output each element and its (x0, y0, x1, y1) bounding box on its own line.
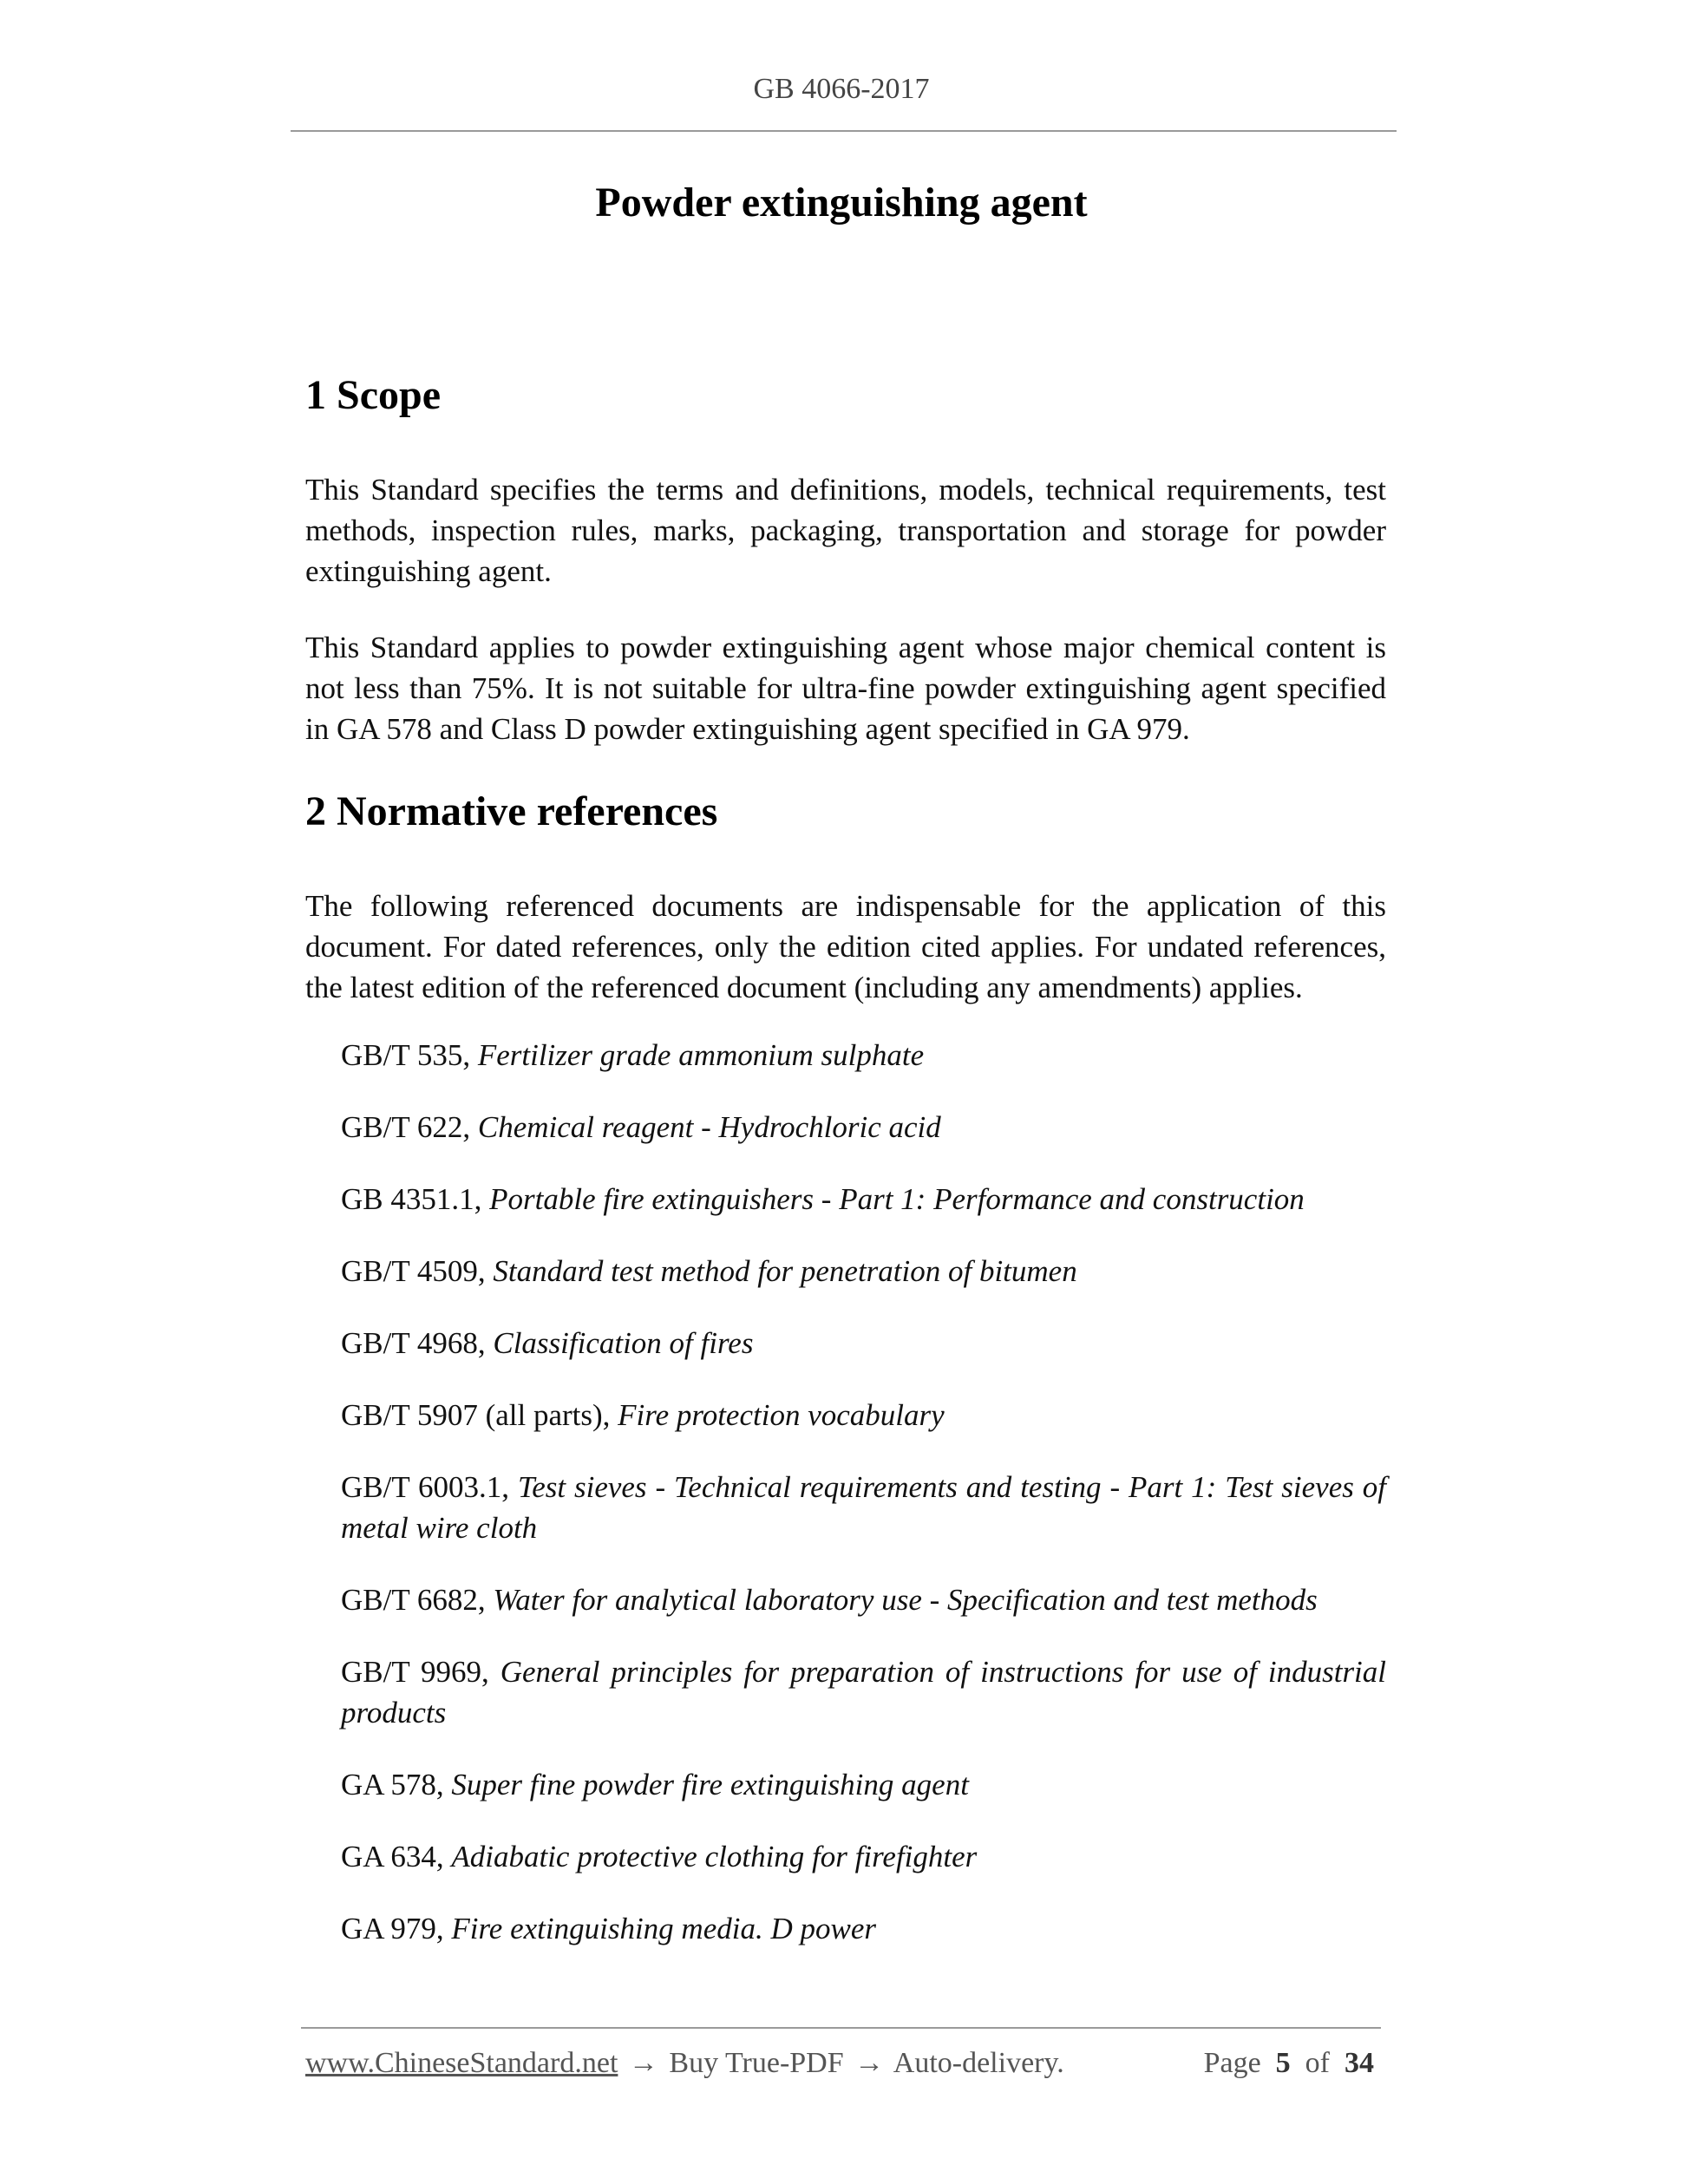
reference-title: General principles for preparation of instructions for use of industrial products (341, 1655, 1387, 1730)
header-divider (291, 130, 1397, 132)
reference-code: GB/T 6003.1, (341, 1470, 518, 1504)
page-total: 34 (1345, 2047, 1374, 2079)
section-heading-normative-references: 2 Normative references (305, 788, 718, 834)
reference-code: GB/T 622, (341, 1110, 478, 1144)
running-header: GB 4066-2017 (753, 73, 930, 105)
reference-code: GB/T 5907 (all parts), (341, 1398, 618, 1432)
arrow-right-icon: → (628, 2047, 658, 2079)
reference-item (341, 1179, 1386, 1220)
reference-item (341, 1836, 1386, 1877)
reference-title: Super fine powder fire extinguishing agent (451, 1768, 969, 1801)
footer-promo (305, 2047, 1064, 2080)
reference-code: GA 634, (341, 1840, 452, 1873)
reference-item (341, 1764, 1386, 1805)
reference-title: Portable fire extinguishers - Part 1: Performance and construction (489, 1182, 1305, 1216)
reference-title: Classification of fires (493, 1326, 754, 1360)
scope-paragraph-1: This Standard specifies the terms and definitions, models, technical requirements, test methods, inspection rules, marks, packaging, transportation and storage for powder extinguishing agent. (305, 473, 1386, 588)
reference-item (341, 1467, 1386, 1548)
references-intro-paragraph: The following referenced documents are indispensable for the application of this document. For dated references, only the edition cited applies. For undated references, the latest edition of the referenced document (including any amendments) applies. (305, 889, 1386, 1004)
reference-code: GB/T 4509, (341, 1254, 494, 1288)
reference-item (341, 1323, 1386, 1363)
reference-item (341, 1908, 1386, 1949)
reference-code: GB 4351.1, (341, 1182, 490, 1216)
reference-title: Chemical reagent - Hydrochloric acid (477, 1110, 941, 1144)
reference-title: Fire protection vocabulary (618, 1398, 945, 1432)
page-footer (305, 2047, 1381, 2085)
reference-title: Test sieves - Technical requirements and testing - Part 1: Test sieves of metal wire cloth (341, 1470, 1387, 1545)
reference-title: Fertilizer grade ammonium sulphate (477, 1038, 925, 1072)
reference-title: Fire extinguishing media. D power (451, 1912, 876, 1945)
of-label: of (1305, 2047, 1330, 2079)
reference-code: GB/T 535, (341, 1038, 478, 1072)
document-title: Powder extinguishing agent (595, 180, 1088, 226)
reference-title: Water for analytical laboratory use - Specification and test methods (493, 1583, 1318, 1617)
reference-code: GB/T 4968, (341, 1326, 494, 1360)
reference-item (341, 1035, 1386, 1076)
footer-divider (301, 2027, 1381, 2029)
reference-item (341, 1579, 1386, 1620)
site-link[interactable]: www.ChineseStandard.net (305, 2047, 618, 2079)
page-indicator (1204, 2047, 1374, 2080)
reference-item (341, 1107, 1386, 1148)
reference-code: GB/T 6682, (341, 1583, 494, 1617)
reference-item (341, 1651, 1386, 1733)
reference-code: GB/T 9969, (341, 1655, 501, 1689)
arrow-right-icon: → (854, 2047, 885, 2079)
buy-true-pdf-text: Buy True-PDF (669, 2047, 844, 2079)
reference-list (341, 1035, 1386, 1980)
section-heading-scope: 1 Scope (305, 372, 441, 418)
reference-item (341, 1395, 1386, 1435)
auto-delivery-text: Auto-delivery. (893, 2047, 1064, 2079)
reference-code: GA 979, (341, 1912, 452, 1945)
reference-code: GA 578, (341, 1768, 452, 1801)
scope-paragraph-2: This Standard applies to powder extinguishing agent whose major chemical content is not less than 75%. It is not suitable for ultra-fine powder extinguishing agent specified in GA 578 and Class D powder extinguishing agent specified in GA 979. (305, 631, 1386, 746)
reference-item (341, 1251, 1386, 1291)
page-current: 5 (1275, 2047, 1291, 2079)
reference-title: Adiabatic protective clothing for firefighter (451, 1840, 978, 1873)
page-label: Page (1203, 2047, 1261, 2079)
reference-title: Standard test method for penetration of bitumen (493, 1254, 1077, 1288)
